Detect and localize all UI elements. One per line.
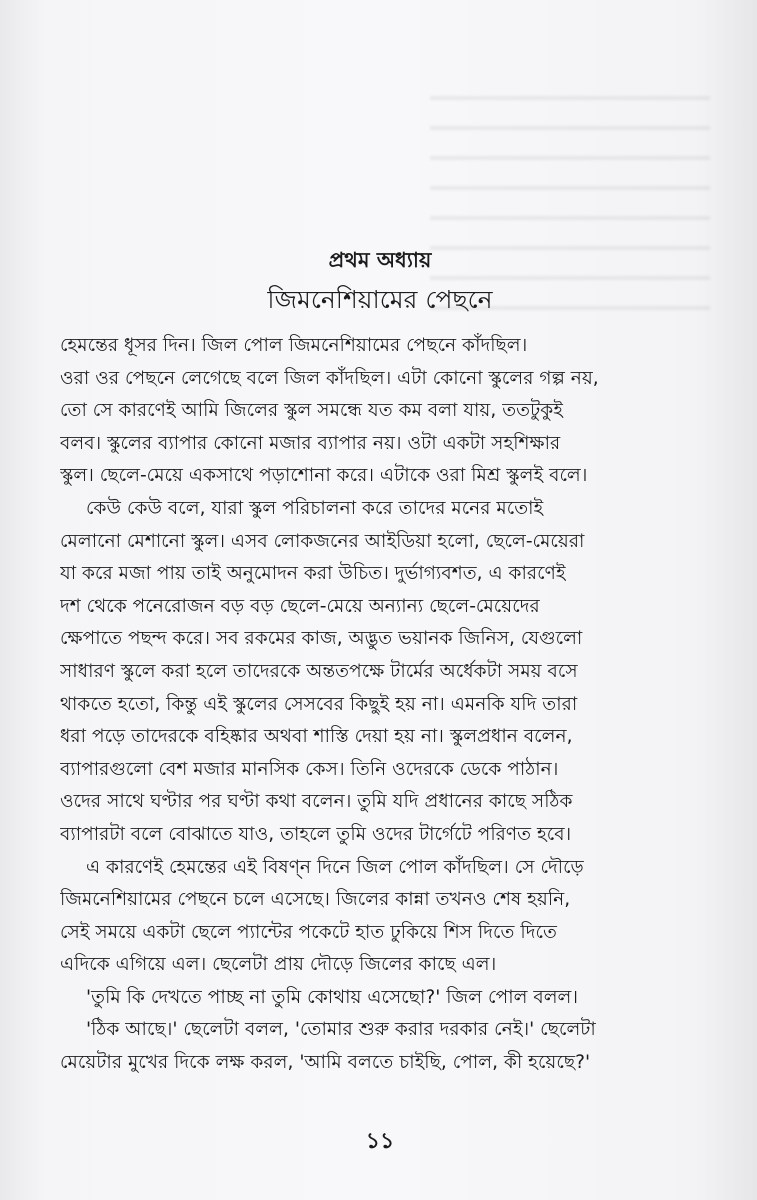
text-line: ব্যাপারগুলো বেশ মজার মানসিক কেস। তিনি ওদেরকে ডেকে পাঠান।	[60, 758, 559, 780]
text-line: ব্যাপারটা বলে বোঝাতে যাও, তাহলে তুমি ওদের টার্গেটে পরিণত হবে।	[60, 823, 572, 845]
text-line: ওদের সাথে ঘণ্টার পর ঘণ্টা কথা বলেন। তুমি যদি প্রধানের কাছে সঠিক	[60, 791, 573, 813]
text-line: থাকতে হতো, কিন্তু এই স্কুলের সেসবের কিছুই হয় না। এমনকি যদি তারা	[60, 693, 578, 715]
text-line: যা করে মজা পায় তাই অনুমোদন করা উচিত। দুর্ভাগ্যবশত, এ কারণেই	[60, 563, 566, 585]
text-line: এদিকে এগিয়ে এল। ছেলেটা প্রায় দৌড়ে জিলের কাছে এল।	[60, 954, 497, 976]
paragraph-start-line: কেউ কেউ বলে, যারা স্কুল পরিচালনা করে তাদের মনের মতোই	[86, 497, 544, 519]
text-line: মেলানো মেশানো স্কুল। এসব লোকজনের আইডিয়া হলো, ছেলে-মেয়েরা	[60, 530, 585, 552]
text-line: ধরা পড়ে তাদেরকে বহিষ্কার অথবা শাস্তি দেয়া হয় না। স্কুলপ্রধান বলেন,	[60, 726, 573, 748]
chapter-body	[60, 330, 703, 1080]
dialogue-line: 'তুমি কি দেখতে পাচ্ছ না তুমি কোথায় এসেছো?' জিল পোল বলল।	[86, 986, 579, 1008]
text-line: তো সে কারণেই আমি জিলের স্কুল সমন্ধে যত কম বলা যায়, ততটুকুই	[60, 400, 563, 422]
text-line: সাধারণ স্কুলে করা হলে তাদেরকে অন্ততপক্ষে টার্মের অর্ধেকটা সময় বসে	[60, 660, 578, 682]
text-line: ক্ষেপাতে পছন্দ করে। সব রকমের কাজ, অদ্ভুত ভয়ানক জিনিস, যেগুলো	[60, 628, 583, 650]
text-line: স্কুল। ছেলে-মেয়ে একসাথে পড়াশোনা করে। এটাকে ওরা মিশ্র স্কুলই বলে।	[60, 465, 588, 487]
page-number: ১১	[365, 1129, 395, 1154]
text-line: বলব। স্কুলের ব্যাপার কোনো মজার ব্যাপার নয়। ওটা একটা সহশিক্ষার	[60, 432, 561, 454]
text-line: মেয়েটার মুখের দিকে লক্ষ করল, 'আমি বলতে চাইছি, পোল, কী হয়েছে?'	[60, 1052, 591, 1074]
text-line: জিমনেশিয়ামের পেছনে চলে এসেছে। জিলের কান্না তখনও শেষ হয়নি,	[60, 889, 571, 911]
paragraph-start-line: এ কারণেই হেমন্তের এই বিষণ্ন দিনে জিল পোল কাঁদছিল। সে দৌড়ে	[86, 856, 584, 878]
text-line: সেই সময়ে একটা ছেলে প্যান্টের পকেটে হাত ঢুকিয়ে শিস দিতে দিতে	[60, 921, 557, 943]
text-line: হেমন্তের ধূসর দিন। জিল পোল জিমনেশিয়ামের পেছনে কাঁদছিল।	[60, 335, 528, 356]
chapter-label: প্রথম অধ্যায়	[328, 248, 432, 272]
dialogue-line: 'ঠিক আছে।' ছেলেটা বলল, 'তোমার শুরু করার দরকার নেই।' ছেলেটা	[86, 1019, 596, 1041]
text-line: ওরা ওর পেছনে লেগেছে বলে জিল কাঁদছিল। এটা কোনো স্কুলের গল্প নয়,	[60, 367, 599, 389]
text-line: দশ থেকে পনেরোজন বড় বড় ছেলে-মেয়ে অন্যান্য ছেলে-মেয়েদের	[60, 595, 540, 617]
chapter-title: জিমনেশিয়ামের পেছনে	[267, 285, 493, 314]
